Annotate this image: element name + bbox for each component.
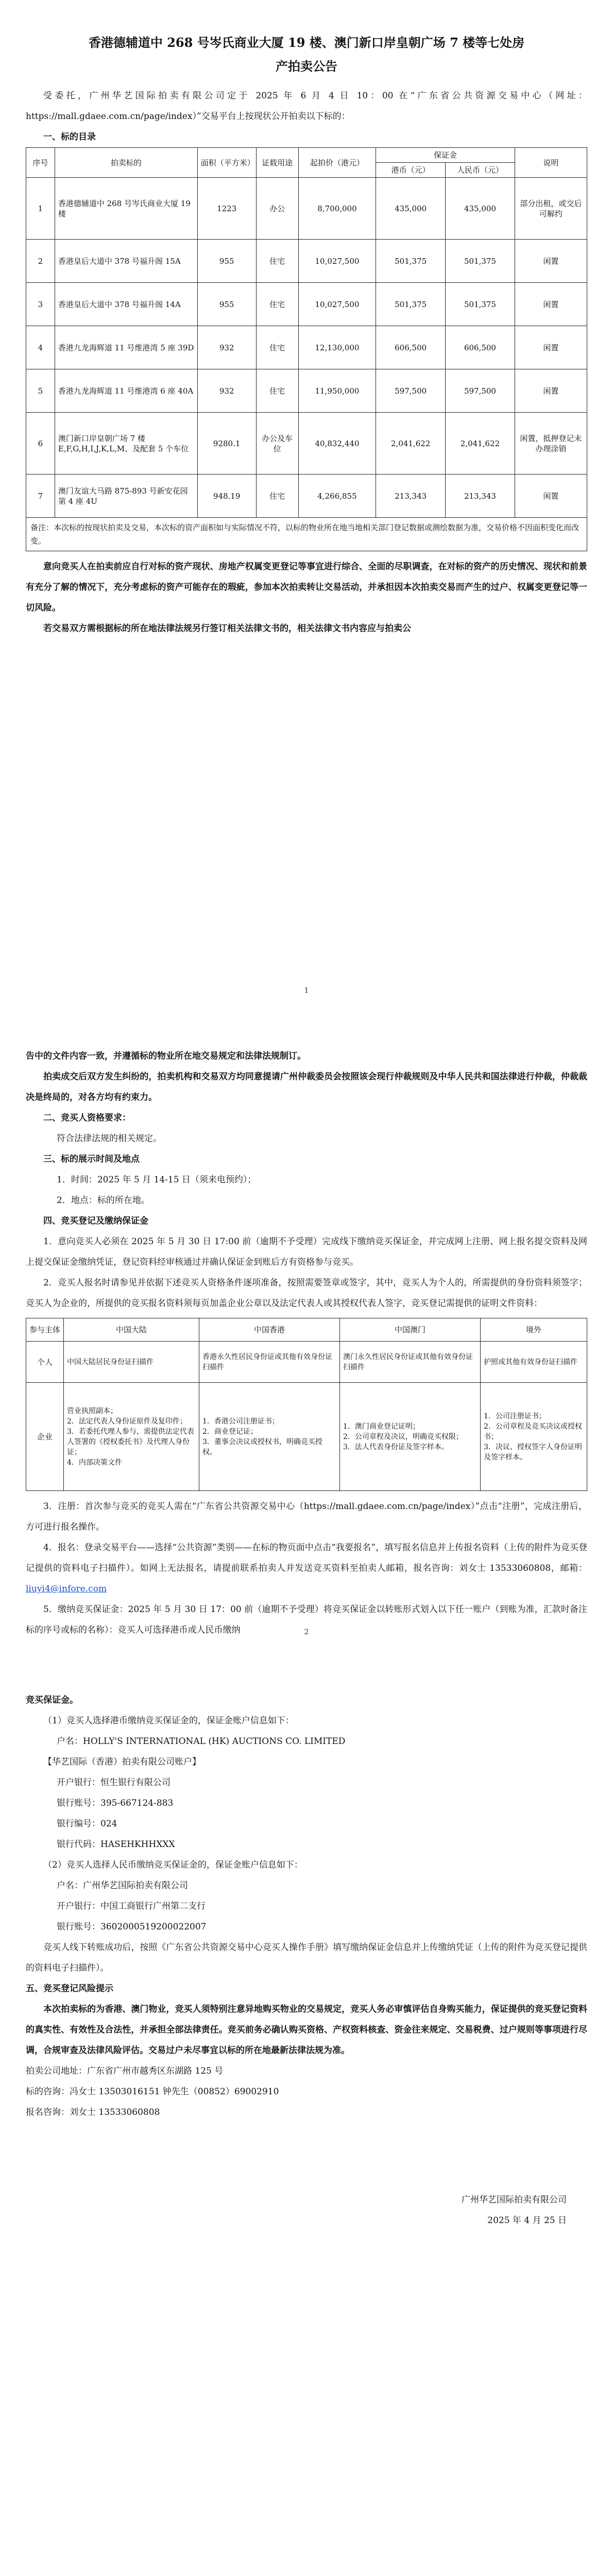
company-address: 拍卖公司地址：广东省广州市越秀区东湖路 125 号 [26,2066,224,2076]
th-subject: 参与主体 [26,1318,64,1342]
cell-area: 955 [197,283,256,326]
rmb-account-intro: （2）竞买人选择人民币缴纳竞买保证金的，保证金账户信息如下： [43,1860,303,1870]
page-number: 2 [304,1628,309,1636]
table2-header-row [26,1318,587,1342]
title-line-2: 产拍卖公告 [276,59,337,74]
cell-price: 4,266,855 [298,474,376,518]
cell-subject: 个人 [26,1342,64,1383]
cell-hkd: 501,375 [376,283,446,326]
cell-rmb: 606,500 [446,326,515,369]
company-signature: 广州华艺国际拍卖有限公司 [462,2195,567,2205]
hkd-account-name: 户名：HOLLY'S INTERNATIONAL (HK) AUCTIONS CO. LIMITED [57,1736,346,1747]
cell-rmb: 435,000 [446,178,515,240]
section-3-heading: 三、标的展示时间及地点 [43,1154,140,1164]
cell-macau: 澳门永久性居民身份证或其他有效身份证扫描件 [340,1342,481,1383]
table-row [26,369,587,413]
th-deposit-rmb: 人民币（元） [446,163,515,178]
cell-item: 香港九龙海辉道 11 号维港湾 6 座 40A [55,369,197,413]
section-5-heading: 五、竞买登记风险提示 [26,1984,113,1994]
table-row [26,283,587,326]
due-diligence-paragraph: 意向竞买人在拍卖前应自行对标的资产现状、房地产权属变更登记等事宜进行综合、全面的尽职调查，在对标的资产的历史情况、现状和前景有充分了解的情况下，充分考虑标的资产可能存在的瑕疵，参加本次拍卖转让交易活动，并承担因本次拍卖交易而产生的过户、权属变更登记等一切风险。 [26,562,587,613]
cell-price: 8,700,000 [298,178,376,240]
cell-item: 澳门友谊大马路 875-893 号新安花园第 4 座 4U [55,474,197,518]
cell-price: 12,130,000 [298,326,376,369]
cell-area: 948.19 [197,474,256,518]
registration-deadline-paragraph: 1．意向竞买人必须在 2025 年 5 月 30 日 17:00 前（逾期不予受理）完成线下缴纳竞买保证金，并完成网上注册、网上报名提交资料及网上提交保证金缴纳凭证，登记资料经审核通过并确认保证金到账后方有资格参与竞买。 [26,1236,587,1267]
cell-use: 住宅 [256,369,298,413]
cell-area: 9280.1 [197,413,256,474]
section-4-heading: 四、竞买登记及缴纳保证金 [43,1216,148,1226]
hkd-account-cn-name: 【华艺国际（香港）拍卖有限公司账户】 [43,1757,201,1767]
cell-remark: 闲置 [515,283,587,326]
signup-paragraph [26,1537,587,1599]
section-2-heading: 二、竞买人资格要求： [43,1113,131,1123]
cell-area: 932 [197,369,256,413]
table-row [26,1342,587,1383]
cell-no: 2 [26,240,55,283]
cell-no: 6 [26,413,55,474]
th-macau: 中国澳门 [340,1318,481,1342]
hkd-account-intro: （1）竞买人选择港币缴纳竞买保证金的，保证金账户信息如下： [43,1716,294,1726]
hkd-account-bank: 开户银行：恒生银行有限公司 [57,1777,171,1788]
bidder-documents-table [26,1318,587,1491]
announcement-date: 2025 年 4 月 25 日 [487,2215,567,2226]
cell-use: 住宅 [256,474,298,518]
registration-paragraph: 3．注册：首次参与竞买的竞买人需在“广东省公共资源交易中心（https://mall.gdaee.com.cn/page/index）”点击“注册”，完成注册后，方可进行报名操作。 [26,1501,587,1532]
th-overseas: 境外 [481,1318,587,1342]
page-2 [0,1015,613,1659]
risk-warning-paragraph: 本次拍卖标的为香港、澳门物业，竞买人须特别注意异地购买物业的交易规定，竞买人务必审慎评估自身购买能力，保证提供的竞买登记资料的真实性、有效性及合法性，并承担全部法律责任。竞买前务必确认购买资格、产权资料核查、资金往来规定、交易税费、过户规则等事项进行尽调，合规审查及法律风险评估。交易过户未尽事宜以标的所在地最新法律法规为准。 [26,2004,587,2056]
cell-price: 40,832,440 [298,413,376,474]
cell-item: 香港皇后大道中 378 号福升阁 15A [55,240,197,283]
page-1 [0,0,613,1015]
cell-remark: 闲置 [515,326,587,369]
cell-hkd: 501,375 [376,240,446,283]
cell-hkd: 2,041,622 [376,413,446,474]
page-number: 1 [304,987,309,995]
th-use: 证载用途 [256,148,298,178]
cell-mainland: 营业执照副本； 2．法定代表人身份证原件及复印件； 3．若委托代理人参与，需提供法定代表人签署的《授权委托书》及代理人身份证； 4．内部决策文件 [64,1383,199,1491]
cell-item: 香港德辅道中 268 号岑氏商业大厦 19 楼 [55,178,197,240]
registration-inquiry-contact: 报名咨询：刘女士 13533060808 [26,2107,160,2117]
th-item: 拍卖标的 [55,148,197,178]
th-area: 面积（平方米） [197,148,256,178]
cell-macau: 1．澳门商业登记证明； 2．公司章程及决议，明确竞买权限； 3．法人代表身份证及签字样本。 [340,1383,481,1491]
cell-item: 香港皇后大道中 378 号福升阁 14A [55,283,197,326]
rmb-account-name: 户名：广州华艺国际拍卖有限公司 [57,1880,188,1891]
deposit-continuation: 竞买保证金。 [26,1695,78,1705]
item-inquiry-contacts: 标的咨询：冯女士 13503016151 钟先生（00852）69002910 [26,2087,279,2097]
cell-area: 955 [197,240,256,283]
cell-remark: 闲置 [515,240,587,283]
cell-hkd: 606,500 [376,326,446,369]
cell-no: 1 [26,178,55,240]
cell-rmb: 501,375 [446,240,515,283]
hkd-account-number: 银行账号：395-667124-883 [57,1798,174,1808]
cell-no: 7 [26,474,55,518]
cell-use: 办公及车位 [256,413,298,474]
cell-no: 3 [26,283,55,326]
cell-subject: 企业 [26,1383,64,1491]
title-line-1: 香港德辅道中 268 号岑氏商业大厦 19 楼、澳门新口岸皇朝广场 7 楼等七处房 [88,35,525,50]
th-deposit: 保证金 [376,148,515,163]
page-1-content [26,31,587,639]
table-row [26,1383,587,1491]
table-note: 备注：本次标的按现状拍卖及交易，本次标的资产面积如与实际情况不符，以标的物业所在地当地相关部门登记数据或测绘数据为准，交易价格不因面积变化而改变。 [26,518,587,551]
cell-rmb: 213,343 [446,474,515,518]
cell-item: 香港九龙海辉道 11 号维港湾 5 座 39D [55,326,197,369]
cell-hkd: 213,343 [376,474,446,518]
th-mainland: 中国大陆 [64,1318,199,1342]
section-1-heading: 一、标的目录 [43,132,96,142]
cell-rmb: 2,041,622 [446,413,515,474]
cell-rmb: 501,375 [446,283,515,326]
cell-hkd: 597,500 [376,369,446,413]
table-row [26,178,587,240]
cell-price: 10,027,500 [298,283,376,326]
arbitration-paragraph: 拍卖成交后双方发生纠纷的，拍卖机构和交易双方均同意提请广州仲裁委员会按照该会现行仲裁规则及中华人民共和国法律进行仲裁，仲裁裁决是终局的，对各方均有约束力。 [26,1072,587,1103]
contact-email-link[interactable]: liuyi4@infore.com [26,1584,107,1594]
cell-no: 5 [26,369,55,413]
th-no: 序号 [26,148,55,178]
transfer-note-paragraph: 竞买人线下转账成功后，按照《广东省公共资源交易中心竞买人操作手册》填写缴纳保证金信息并上传缴纳凭证（上传的附件为竞买登记提供的资料电子扫描件）。 [26,1942,587,1973]
cell-use: 办公 [256,178,298,240]
th-remark: 说明 [515,148,587,178]
th-start-price: 起拍价（港元） [298,148,376,178]
cell-remark: 闲置 [515,369,587,413]
cell-use: 住宅 [256,283,298,326]
registration-documents-paragraph: 2．竞买人报名时请参见并依据下述竞买人资格条件逐项准备，按照需要签章或签字，其中，竞买人为个人的，所需提供的身份资料须签字；竞买人为企业的，所提供的竞买报名资料须每页加盖企业公章以及法定代表人或其授权代表人签字，竞买登记需提供的证明文件资料： [26,1278,587,1309]
page-3-content [26,1690,587,2231]
signup-text: 4．报名：登录交易平台——选择“公共资源”类别——在标的物页面中点击“我要报名”，填写报名信息并上传报名资料（上传的附件为竞买登记提供的资料电子扫描件）。如网上无法报名，请提前联系拍卖人并发送竞买资料至拍卖人邮箱，报名咨询：刘女士 13533060808，邮箱： [26,1543,587,1573]
cell-overseas: 1．公司注册证书； 2．公司章程及竞买决议或授权书； 3．决议、授权签字人身份证明及签字样本。 [481,1383,587,1491]
hkd-bank-code: 银行编号：024 [57,1819,117,1829]
cell-area: 1223 [197,178,256,240]
viewing-location: 2．地点：标的所在地。 [57,1195,150,1206]
hkd-swift-code: 银行代码：HASEHKHHXXX [57,1839,175,1850]
th-hongkong: 中国香港 [199,1318,340,1342]
cell-hongkong: 1．香港公司注册证书； 2．商业登记证； 3．董事会决议或授权书，明确竞买授权。 [199,1383,340,1491]
cell-remark: 闲置，抵押登记未办理涂销 [515,413,587,474]
cell-rmb: 597,500 [446,369,515,413]
cell-remark: 闲置 [515,474,587,518]
intro-paragraph: 受委托，广州华艺国际拍卖有限公司定于 2025 年 6 月 4 日 10：00 在“广东省公共资源交易中心（网址：https://mall.gdaee.com.cn/page/index）”交易平台上按现状公开拍卖以下标的： [26,91,587,122]
cell-mainland: 中国大陆居民身份证扫描件 [64,1342,199,1383]
cell-hongkong: 香港永久性居民身份证或其他有效身份证扫描件 [199,1342,340,1383]
table1-header-row [26,148,587,163]
table-row [26,240,587,283]
section-2-text: 符合法律法规的相关规定。 [57,1133,162,1144]
table-row [26,413,587,474]
table-row [26,326,587,369]
deposit-paragraph: 5．缴纳竞买保证金：2025 年 5 月 30 日 17：00 前（逾期不予受理）将竞买保证金以转账形式划入以下任一账户（到账为准，汇款时备注标的序号或标的名称）：竞买人可选择港币或人民币缴纳 [26,1604,587,1635]
continuation-paragraph: 告中的文件内容一致，并遵循标的物业所在地交易规定和法律法规制订。 [26,1051,306,1061]
th-deposit-hkd: 港币（元） [376,163,446,178]
rmb-account-number: 银行账号：3602000519200022007 [57,1922,207,1932]
cell-use: 住宅 [256,326,298,369]
legal-documents-paragraph: 若交易双方需根据标的所在地法律法规另行签订相关法律文书的，相关法律文书内容应与拍卖公 [43,623,411,634]
cell-remark: 部分出租，或交后可解约 [515,178,587,240]
viewing-time: 1．时间：2025 年 5 月 14-15 日（须来电预约）； [57,1175,257,1185]
page-3 [0,1659,613,2576]
cell-hkd: 435,000 [376,178,446,240]
table-row [26,474,587,518]
cell-area: 932 [197,326,256,369]
document-title [26,31,587,78]
cell-overseas: 护照或其他有效身份证扫描件 [481,1342,587,1383]
cell-price: 10,027,500 [298,240,376,283]
cell-price: 11,950,000 [298,369,376,413]
page-2-content [26,1046,587,1640]
rmb-account-bank: 开户银行：中国工商银行广州第二支行 [57,1901,206,1911]
cell-item: 澳门新口岸皇朝广场 7 楼 E,F,G,H,I,J,K,L,M、及配套 5 个车位 [55,413,197,474]
auction-items-table [26,147,587,551]
cell-use: 住宅 [256,240,298,283]
cell-no: 4 [26,326,55,369]
table-note-row [26,518,587,551]
